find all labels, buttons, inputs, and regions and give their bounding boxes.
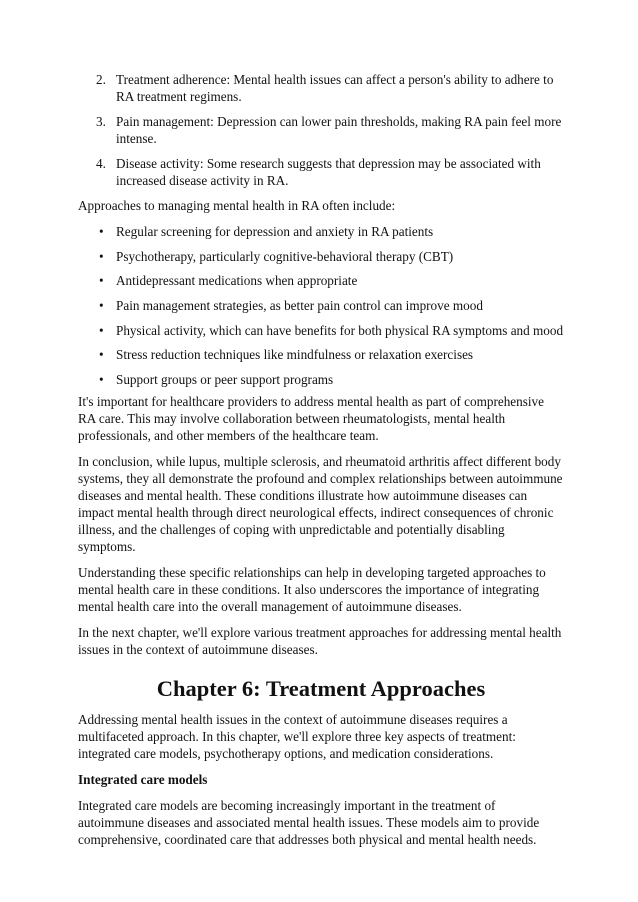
numbered-item xyxy=(78,71,564,105)
bullet-icon: • xyxy=(99,298,104,314)
bullet-item xyxy=(78,346,564,363)
item-text: Disease activity: Some research suggests that depression may be associated with increased disease activity in RA. xyxy=(116,156,541,188)
body-paragraph: It's important for healthcare providers to address mental health as part of comprehensive RA care. This may involve collaboration between rheumatologists, mental health professionals, and other members of the healthcare team. xyxy=(78,394,544,444)
bullet-icon: • xyxy=(99,248,104,264)
bullet-text: Support groups or peer support programs xyxy=(116,372,334,388)
bullet-item xyxy=(78,322,564,339)
approaches-intro: Approaches to managing mental health in RA often include: xyxy=(78,198,396,213)
numbered-list xyxy=(78,71,564,189)
bullet-item xyxy=(78,371,564,388)
bullet-icon: • xyxy=(99,322,104,338)
bullet-item xyxy=(78,272,564,289)
bullet-icon: • xyxy=(99,273,104,289)
section-paragraph: Integrated care models are becoming increasingly important in the treatment of autoimmune diseases and associated mental health issues. These models aim to provide comprehensive, coordinated care that addresses both physical and mental health needs. xyxy=(78,798,540,848)
bullet-text: Psychotherapy, particularly cognitive-behavioral therapy (CBT) xyxy=(116,248,454,264)
bullet-text: Stress reduction techniques like mindfulness or relaxation exercises xyxy=(116,347,474,363)
bullet-text: Pain management strategies, as better pain control can improve mood xyxy=(116,298,483,314)
bullet-text: Physical activity, which can have benefits for both physical RA symptoms and mood xyxy=(116,322,564,338)
item-number: 2. xyxy=(96,72,106,87)
bullet-icon: • xyxy=(99,347,104,363)
bullet-item xyxy=(78,248,564,265)
item-text: Treatment adherence: Mental health issues can affect a person's ability to adhere to RA treatment regimens. xyxy=(116,72,554,104)
section-subheading: Integrated care models xyxy=(78,772,208,788)
body-paragraph: In the next chapter, we'll explore various treatment approaches for addressing mental health issues in the context of autoimmune diseases. xyxy=(78,625,562,658)
page-content xyxy=(78,71,564,857)
bullet-icon: • xyxy=(99,372,104,388)
body-paragraph: In conclusion, while lupus, multiple sclerosis, and rheumatoid arthritis affect different body systems, they all demonstrate the profound and complex relationships between autoimmune diseases and mental health. These conditions illustrate how autoimmune diseases can impact mental health through direct neurological effects, indirect consequences of chronic illness, and the challenges of coping with unpredictable and potentially disabling symptoms. xyxy=(78,454,563,555)
approaches-list xyxy=(78,223,564,388)
item-number: 3. xyxy=(96,114,106,129)
bullet-item xyxy=(78,223,564,240)
chapter-title: Chapter 6: Treatment Approaches xyxy=(156,676,486,702)
item-number: 4. xyxy=(96,156,106,171)
bullet-text: Antidepressant medications when appropriate xyxy=(116,273,358,289)
bullet-icon: • xyxy=(99,224,104,239)
bullet-text: Regular screening for depression and anxiety in RA patients xyxy=(116,224,434,239)
bullet-item xyxy=(78,297,564,314)
body-paragraph: Understanding these specific relationships can help in developing targeted approaches to mental health care in these conditions. It also underscores the importance of integrating mental health care into the overall management of autoimmune diseases. xyxy=(78,565,546,615)
numbered-item xyxy=(78,113,564,147)
item-text: Pain management: Depression can lower pain thresholds, making RA pain feel more intense. xyxy=(116,114,562,146)
numbered-item xyxy=(78,155,564,189)
chapter-intro: Addressing mental health issues in the context of autoimmune diseases requires a multifaceted approach. In this chapter, we'll explore three key aspects of treatment: integrated care models, psychotherapy options, and medication considerations. xyxy=(78,712,516,762)
